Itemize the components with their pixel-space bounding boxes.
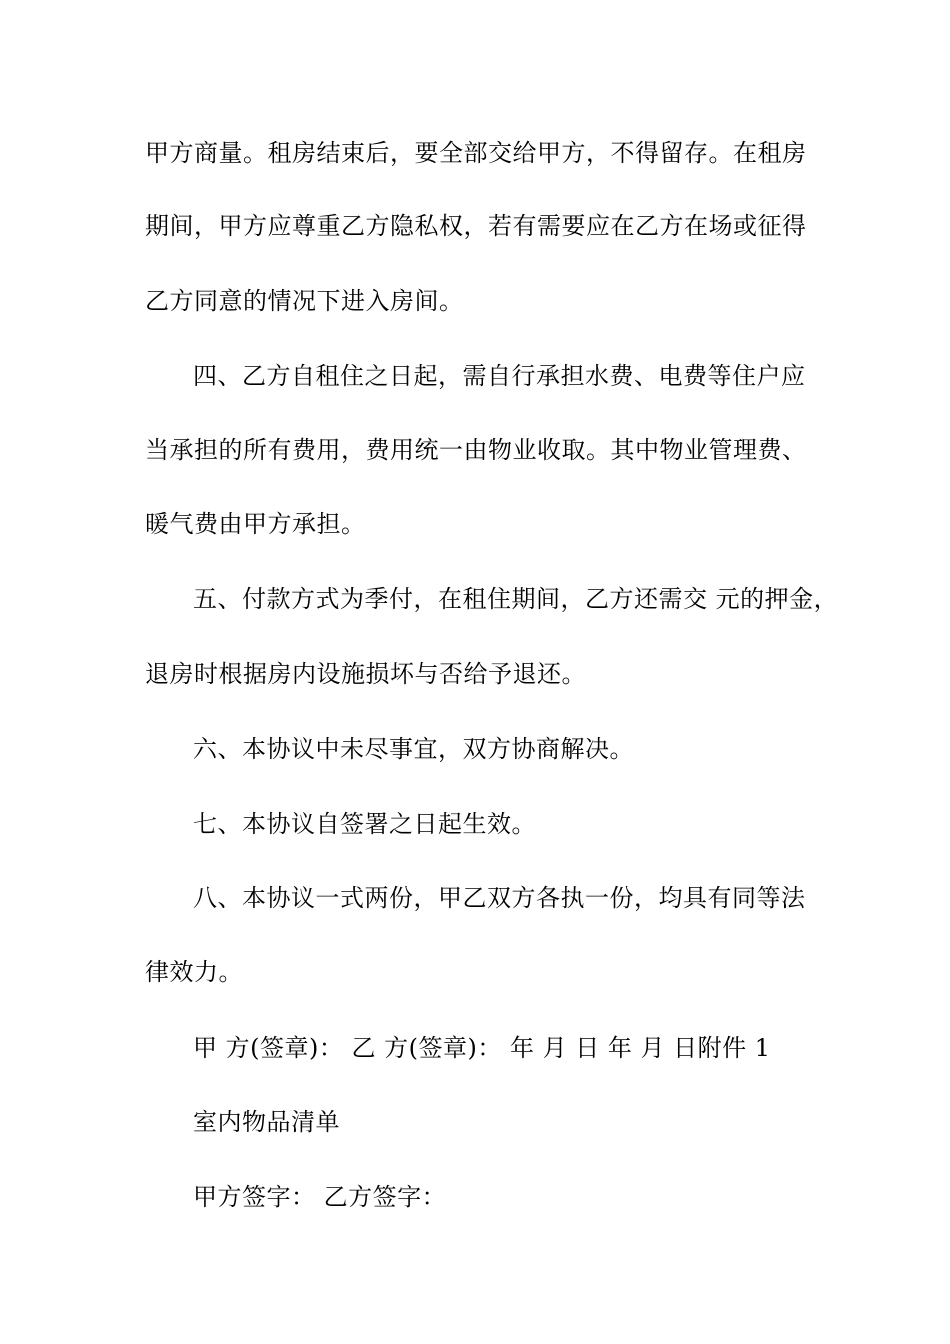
paragraph-3-continued-line-1: 甲方商量。租房结束后，要全部交给甲方，不得留存。在租房 <box>145 139 807 167</box>
clause-5-line-1: 五、付款方式为季付，在租住期间，乙方还需交 元的押金， <box>193 585 839 613</box>
attachment-title: 室内物品清单 <box>193 1108 340 1136</box>
clause-8-line-2: 律效力。 <box>145 958 243 986</box>
paragraph-3-continued-line-3: 乙方同意的情况下进入房间。 <box>145 287 464 315</box>
attachment-signature-line: 甲方签字： 乙方签字： <box>193 1183 447 1211</box>
clause-4-line-1: 四、乙方自租住之日起，需自行承担水费、电费等住户应 <box>193 362 806 390</box>
clause-6: 六、本协议中未尽事宜，双方协商解决。 <box>193 735 634 763</box>
clause-7: 七、本协议自签署之日起生效。 <box>193 810 536 838</box>
clause-8-line-1: 八、本协议一式两份，甲乙双方各执一份，均具有同等法 <box>193 884 806 912</box>
clause-5-line-2: 退房时根据房内设施损坏与否给予退还。 <box>145 660 586 688</box>
paragraph-3-continued-line-2: 期间，甲方应尊重乙方隐私权，若有需要应在乙方在场或征得 <box>145 212 807 240</box>
signature-line: 甲 方(签章)： 乙 方(签章)： 年 月 日 年 月 日附件 1 <box>193 1034 771 1062</box>
clause-4-line-3: 暖气费由甲方承担。 <box>145 510 366 538</box>
clause-4-line-2: 当承担的所有费用，费用统一由物业收取。其中物业管理费、 <box>145 436 807 464</box>
